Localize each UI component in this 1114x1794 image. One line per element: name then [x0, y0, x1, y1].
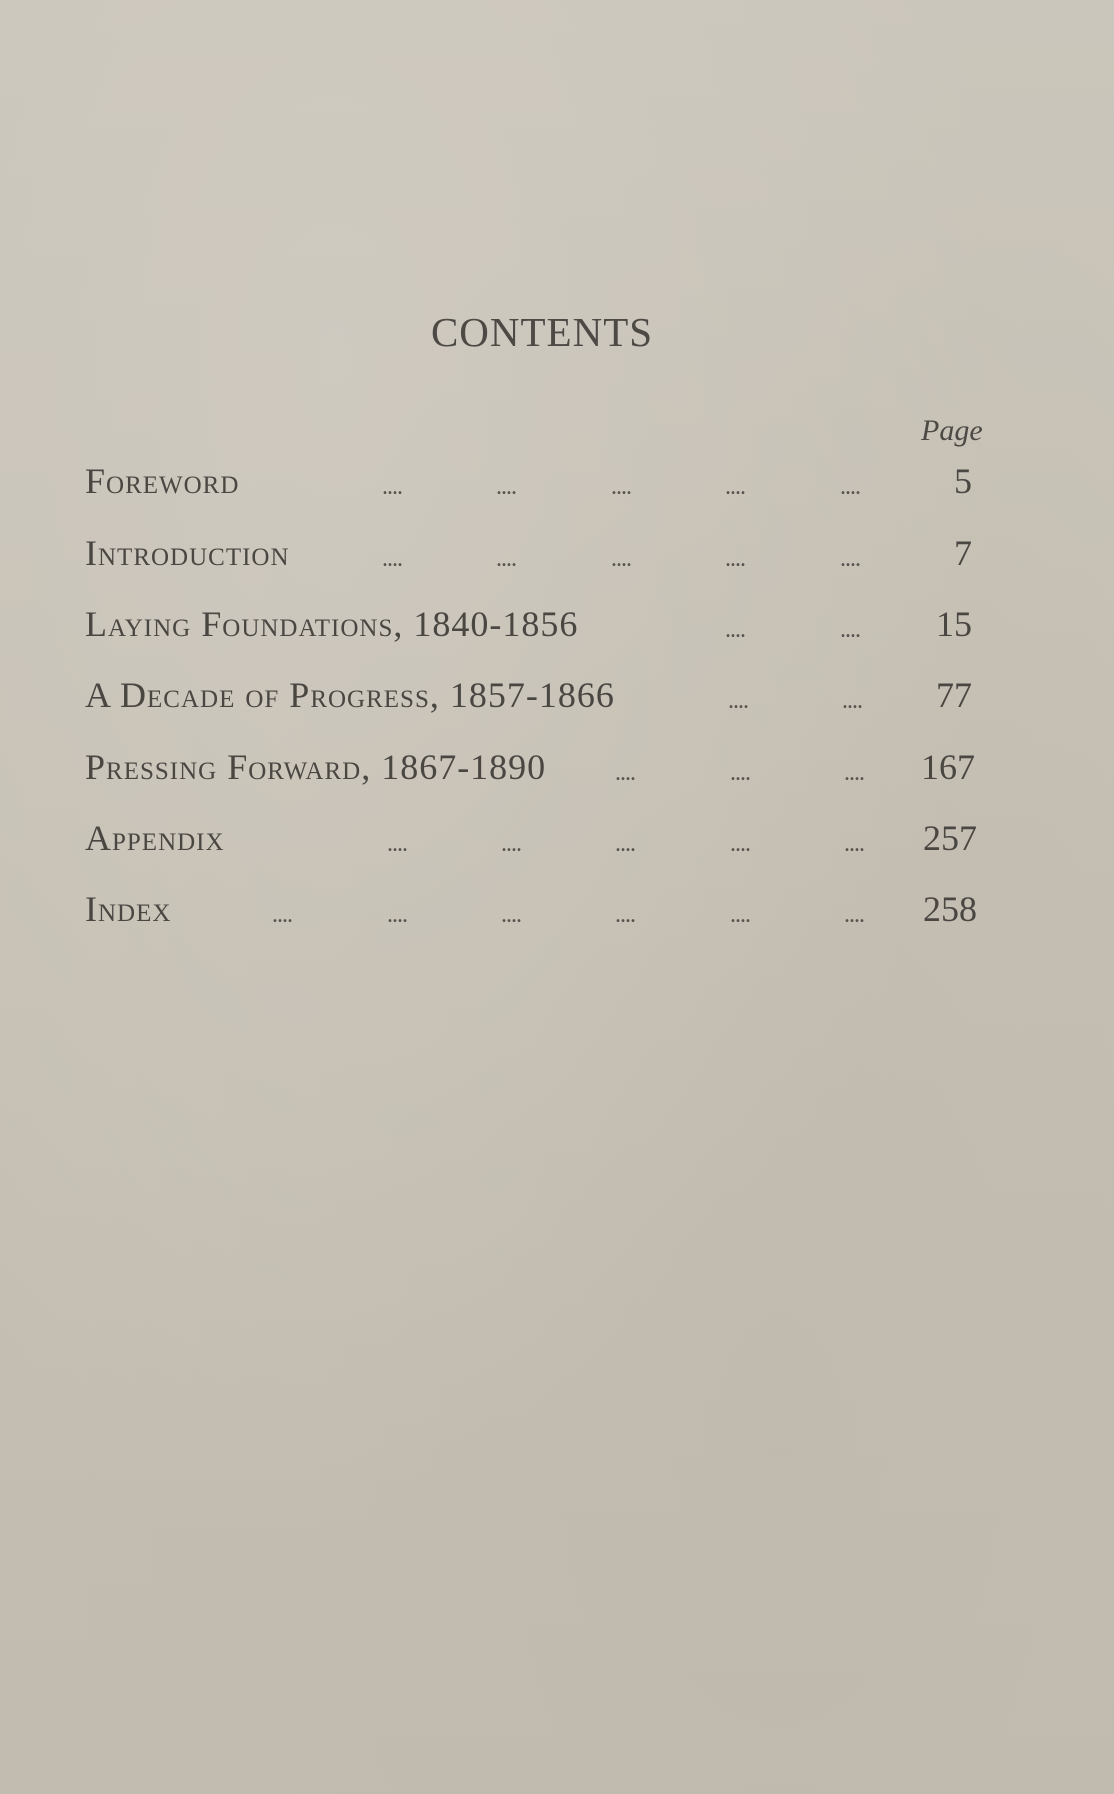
toc-entry-introduction — [85, 532, 987, 582]
dot-leaders — [85, 902, 885, 932]
leader-dots: .... — [615, 760, 635, 786]
dot-leaders — [85, 474, 885, 504]
leader-dots: .... — [272, 902, 292, 928]
toc-entry-title: Laying Foundations, 1840-1856 — [85, 604, 579, 644]
leader-dots: .... — [730, 831, 750, 857]
leader-dots: .... — [842, 688, 862, 714]
leader-dots: .... — [725, 617, 745, 643]
leader-dots: .... — [496, 546, 516, 572]
leader-dots: .... — [844, 760, 864, 786]
toc-entry-laying-foundations — [85, 603, 987, 653]
toc-entry-title: Foreword — [85, 461, 240, 501]
toc-entry-page: 5 — [954, 461, 972, 501]
dot-leaders — [85, 546, 885, 576]
dot-leaders — [85, 831, 885, 861]
toc-entry-title: Appendix — [85, 818, 225, 858]
toc-entry-page: 7 — [954, 533, 972, 573]
leader-dots: .... — [728, 688, 748, 714]
toc-entry-page: 77 — [936, 675, 972, 715]
leader-dots: .... — [382, 474, 402, 500]
leader-dots: .... — [501, 902, 521, 928]
dot-leaders — [85, 617, 885, 647]
toc-entry-page: 258 — [923, 889, 977, 929]
leader-dots: .... — [725, 546, 745, 572]
leader-dots: .... — [382, 546, 402, 572]
leader-dots: .... — [615, 831, 635, 857]
leader-dots: .... — [496, 474, 516, 500]
leader-dots: .... — [615, 902, 635, 928]
toc-entry-foreword — [85, 460, 987, 510]
toc-entry-index — [85, 888, 987, 938]
leader-dots: .... — [725, 474, 745, 500]
leader-dots: .... — [501, 831, 521, 857]
dot-leaders — [85, 688, 885, 718]
leader-dots: .... — [844, 831, 864, 857]
leader-dots: .... — [387, 902, 407, 928]
leader-dots: .... — [387, 831, 407, 857]
toc-entry-decade-of-progress — [85, 674, 987, 724]
toc-entry-title: Pressing Forward, 1867-1890 — [85, 747, 547, 787]
toc-entry-page: 167 — [921, 747, 975, 787]
leader-dots: .... — [611, 546, 631, 572]
leader-dots: .... — [611, 474, 631, 500]
leader-dots: .... — [730, 902, 750, 928]
leader-dots: .... — [840, 617, 860, 643]
contents-heading: CONTENTS — [430, 309, 654, 355]
leader-dots: .... — [730, 760, 750, 786]
dot-leaders — [85, 760, 885, 790]
leader-dots: .... — [844, 902, 864, 928]
toc-entry-page: 257 — [923, 818, 977, 858]
toc-entry-title: Index — [85, 889, 172, 929]
toc-entry-title: Introduction — [85, 533, 290, 573]
leader-dots: .... — [840, 546, 860, 572]
toc-entry-page: 15 — [936, 604, 972, 644]
toc-entry-pressing-forward — [85, 746, 987, 796]
toc-entry-title: A Decade of Progress, 1857-1866 — [85, 675, 615, 715]
leader-dots: .... — [840, 474, 860, 500]
page-column-label: Page — [921, 414, 983, 447]
toc-entry-appendix — [85, 817, 987, 867]
